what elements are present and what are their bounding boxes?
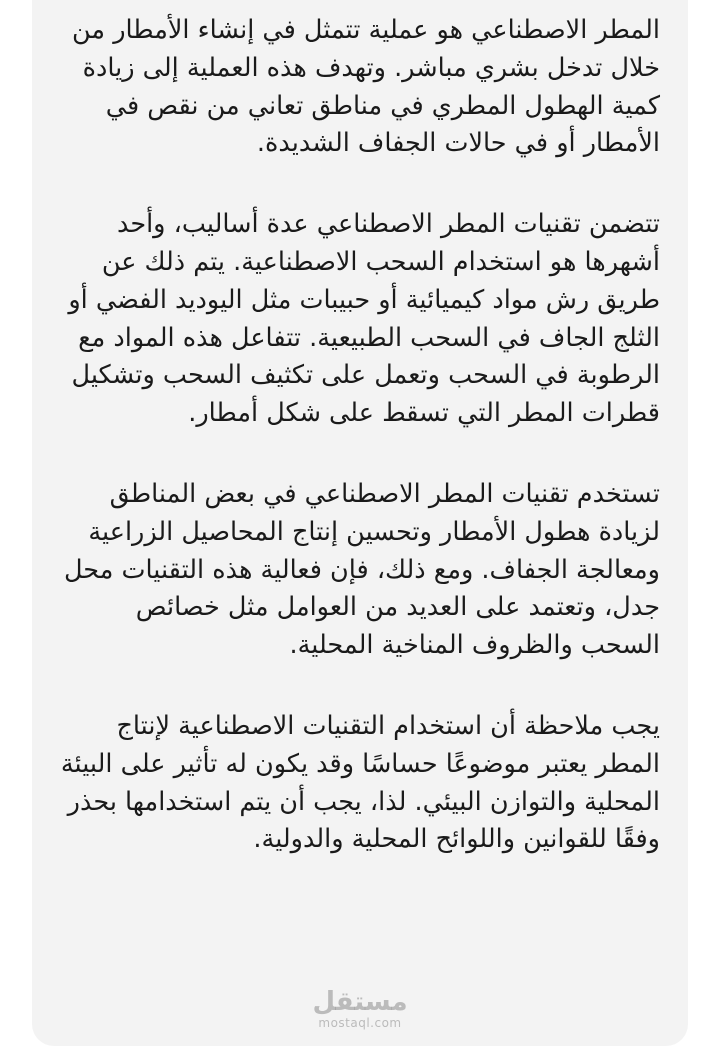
watermark-arabic-text: مستقل [312,987,408,1017]
message-paragraph-1: المطر الاصطناعي هو عملية تتمثل في إنشاء الأمطار من خلال تدخل بشري مباشر. وتهدف هذه العملية إلى زيادة كمية الهطول المطري في مناطق تعاني من نقص في الأمطار أو في حالات الجفاف الشديدة. [72,15,660,159]
message-paragraph-3: تستخدم تقنيات المطر الاصطناعي في بعض المناطق لزيادة هطول الأمطار وتحسين إنتاج المحاصيل الزراعية ومعالجة الجفاف. ومع ذلك، فإن فعالية هذه التقنيات محل جدل، وتعتمد على العديد من العوامل مثل خصائص السحب والظروف المناخية المحلية. [63,478,660,661]
message-paragraph-2: تتضمن تقنيات المطر الاصطناعي عدة أساليب، وأحد أشهرها هو استخدام السحب الاصطناعية. يتم ذلك عن طريق رش مواد كيميائية أو حبيبات مثل اليوديد الفضي أو الثلج الجاف في السحب الطبيعية. تتفاعل هذه المواد مع الرطوبة في السحب وتعمل على تكثيف السحب وتشكيل قطرات المطر التي تسقط على شكل أمطار. [68,209,660,429]
message-paragraph-4: يجب ملاحظة أن استخدام التقنيات الاصطناعية لإنتاج المطر يعتبر موضوعًا حساسًا وقد يكون له تأثير على البيئة المحلية والتوازن البيئي. لذا، يجب أن يتم استخدامها بحذر وفقًا للقوانين واللوائح المحلية والدولية. [60,710,660,855]
message-bubble[interactable] [32,0,688,1046]
watermark-latin-text: mostaql.com [318,1016,402,1030]
